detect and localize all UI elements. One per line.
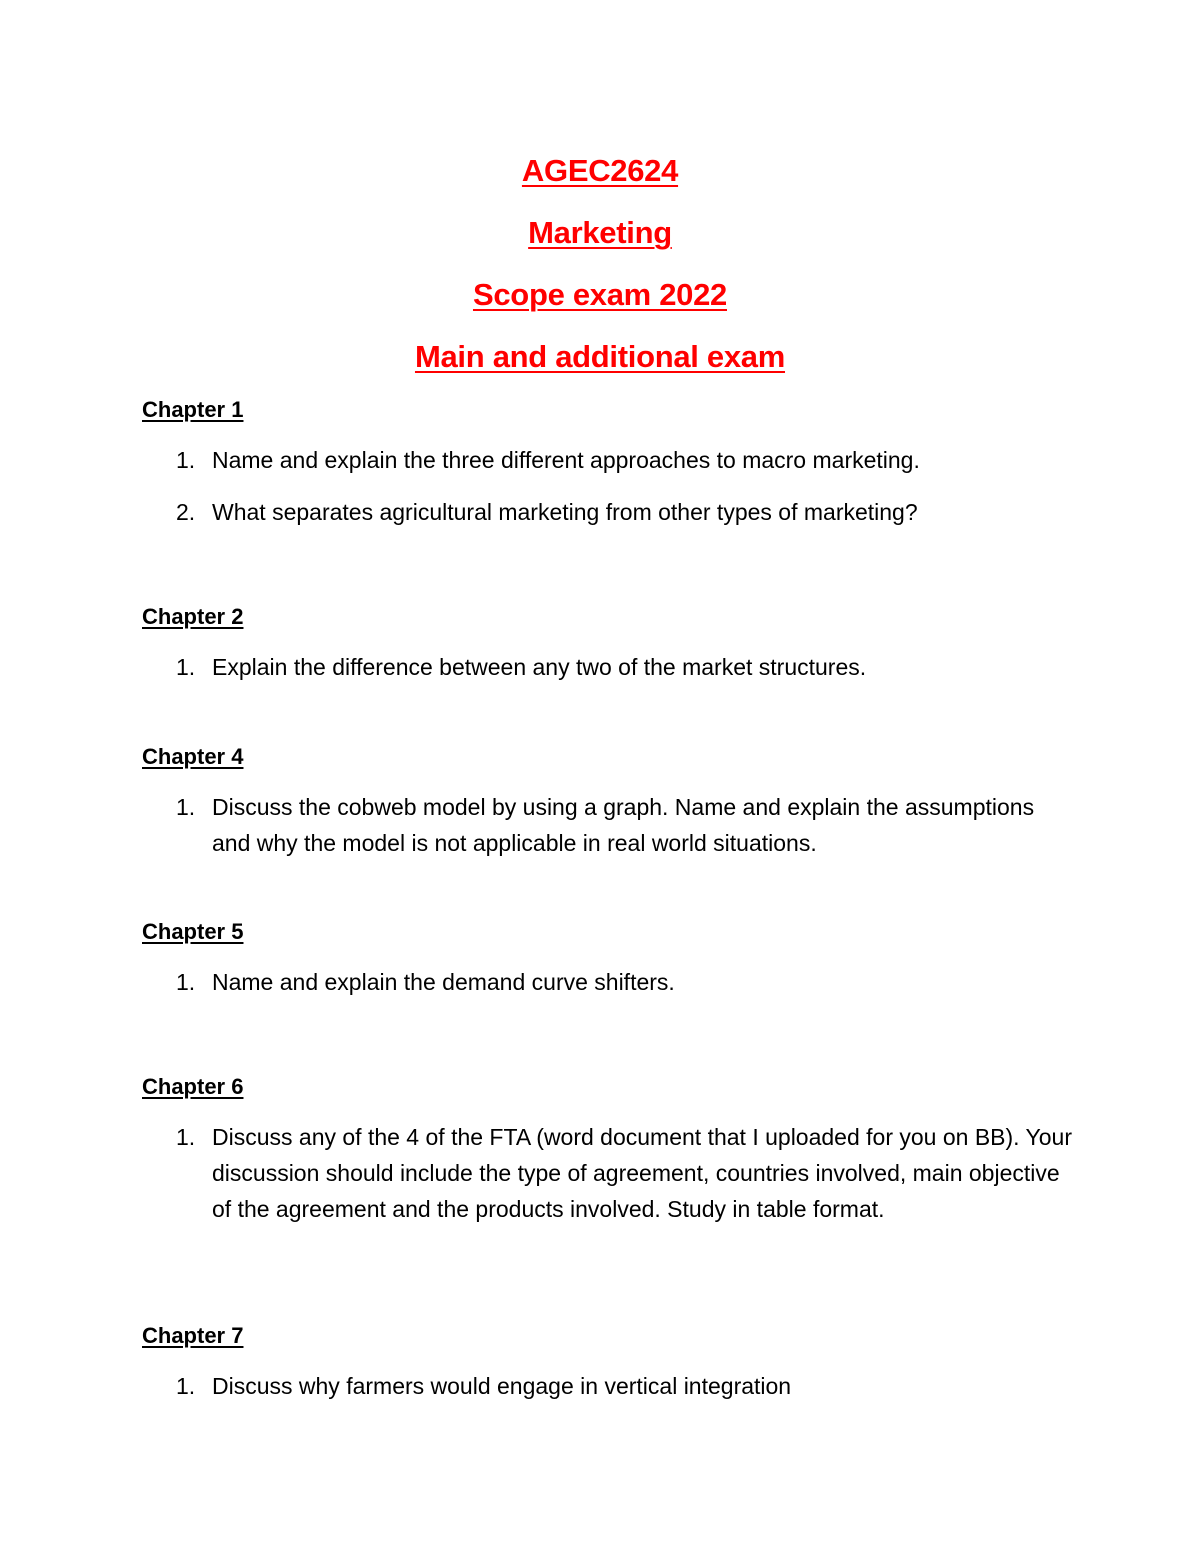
question-text: Discuss the cobweb model by using a graph. Name and explain the assumptions and why the model is not applicable in real world situations. xyxy=(212,794,1035,856)
chapter-heading: Chapter 5 xyxy=(142,919,244,944)
question-item xyxy=(142,649,1072,685)
document-title-block xyxy=(0,140,1200,388)
chapter-section-6 xyxy=(142,1069,1072,1243)
question-number: 1. xyxy=(176,794,196,820)
question-text: Explain the difference between any two of the market structures. xyxy=(212,654,867,680)
question-item xyxy=(142,1119,1072,1227)
question-list xyxy=(142,649,1072,685)
question-item xyxy=(142,964,1072,1000)
question-item xyxy=(142,1368,1072,1404)
question-list xyxy=(142,442,1072,530)
chapter-heading: Chapter 4 xyxy=(142,744,244,769)
question-text: Name and explain the demand curve shifters. xyxy=(212,969,675,995)
question-list xyxy=(142,964,1072,1000)
question-number: 1. xyxy=(176,447,196,473)
question-list xyxy=(142,789,1072,861)
chapter-heading: Chapter 1 xyxy=(142,397,244,422)
chapter-section-2 xyxy=(142,599,1072,701)
question-text: Discuss any of the 4 of the FTA (word document that I uploaded for you on BB). Your discussion should include the type of agreement, countries involved, main objective of the agreement and the products involved. Study in table format. xyxy=(212,1124,1073,1222)
exam-type: Main and additional exam xyxy=(414,339,786,374)
chapter-heading: Chapter 6 xyxy=(142,1074,244,1099)
scope-title: Scope exam 2022 xyxy=(472,277,727,312)
course-subject: Marketing xyxy=(528,215,672,250)
chapter-section-4 xyxy=(142,739,1072,877)
chapter-section-5 xyxy=(142,914,1072,1016)
question-number: 1. xyxy=(176,969,196,995)
question-list xyxy=(142,1368,1072,1404)
question-number: 1. xyxy=(176,1124,196,1150)
question-text: Name and explain the three different approaches to macro marketing. xyxy=(212,447,920,473)
chapter-heading: Chapter 7 xyxy=(142,1323,244,1348)
question-text: Discuss why farmers would engage in vertical integration xyxy=(212,1373,792,1399)
chapter-section-7 xyxy=(142,1318,1072,1420)
question-item xyxy=(142,494,1072,530)
chapter-heading: Chapter 2 xyxy=(142,604,244,629)
question-number: 1. xyxy=(176,1373,196,1399)
question-text: What separates agricultural marketing from other types of marketing? xyxy=(212,499,918,525)
question-item xyxy=(142,789,1072,861)
question-item xyxy=(142,442,1072,478)
course-code: AGEC2624 xyxy=(521,153,679,188)
question-list xyxy=(142,1119,1072,1227)
question-number: 1. xyxy=(176,654,196,680)
question-number: 2. xyxy=(176,499,196,525)
chapter-section-1 xyxy=(142,392,1072,546)
